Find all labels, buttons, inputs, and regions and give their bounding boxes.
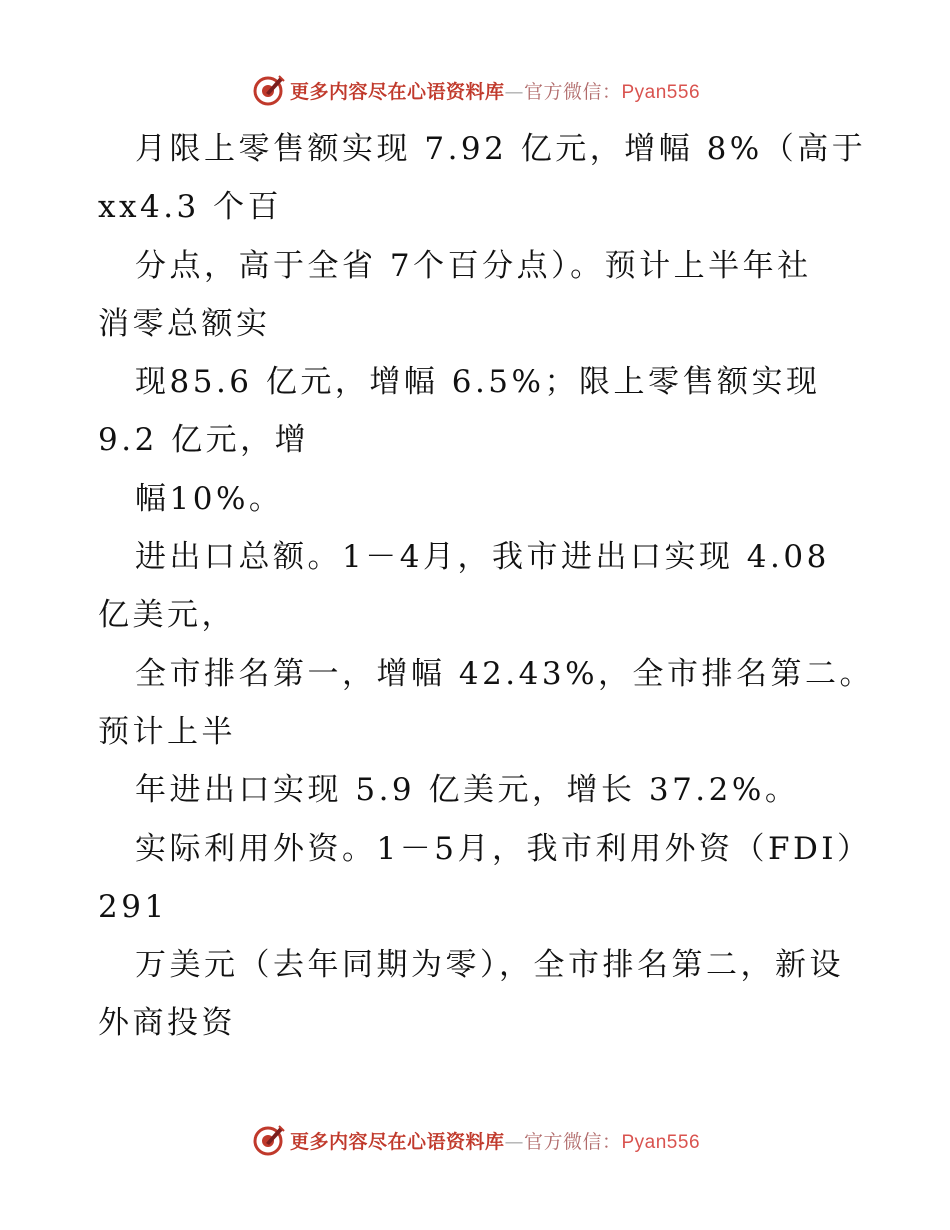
- watermark-dash: —: [504, 1130, 524, 1153]
- watermark-dash: —: [504, 80, 524, 103]
- body-line: 进出口总额。1－4月，我市进出口实现 4.08: [135, 539, 830, 576]
- body-line: 消零总额实: [98, 305, 271, 342]
- watermark-wechat-label: 官方微信：: [523, 1130, 622, 1153]
- body-line: 亿美元，: [98, 597, 236, 634]
- footer-watermark: [0, 1120, 950, 1160]
- document-body: [98, 120, 875, 1053]
- watermark-wechat-handle: Pyan556: [621, 1131, 701, 1153]
- watermark-wechat-label: 官方微信：: [523, 80, 622, 103]
- watermark-text: [290, 77, 700, 104]
- body-line: 全市排名第一，增幅 42.43%，全市排名第二。: [135, 655, 875, 692]
- watermark-group: [250, 72, 700, 108]
- watermark-group: [250, 1122, 700, 1158]
- watermark-wechat-handle: Pyan556: [621, 81, 701, 103]
- pen-nib-logo-icon: [250, 1122, 286, 1158]
- body-line: 实际利用外资。1－5月，我市利用外资（FDI）: [135, 830, 872, 867]
- watermark-text: [290, 1127, 700, 1154]
- body-line: 预计上半: [98, 713, 236, 750]
- body-line: 9.2 亿元，增: [98, 422, 310, 459]
- body-line: 月限上零售额实现 7.92 亿元，增幅 8%（高于: [135, 131, 867, 167]
- body-line: 幅10%。: [135, 480, 284, 517]
- watermark-main: 更多内容尽在心语资料库: [289, 1130, 505, 1153]
- watermark-main: 更多内容尽在心语资料库: [289, 80, 505, 103]
- body-line: 年进出口实现 5.9 亿美元，增长 37.2%。: [135, 772, 800, 809]
- header-watermark: [0, 70, 950, 110]
- pen-nib-logo-icon: [250, 72, 286, 108]
- body-line: 现85.6 亿元，增幅 6.5%；限上零售额实现: [135, 364, 821, 401]
- body-line: 外商投资: [98, 1005, 236, 1042]
- body-line: 万美元（去年同期为零），全市排名第二，新设: [135, 947, 844, 984]
- body-line: 分点，高于全省 7个百分点）。预计上半年社: [135, 247, 812, 284]
- body-line: xx4.3 个百: [98, 189, 283, 226]
- body-line: 291: [98, 888, 168, 925]
